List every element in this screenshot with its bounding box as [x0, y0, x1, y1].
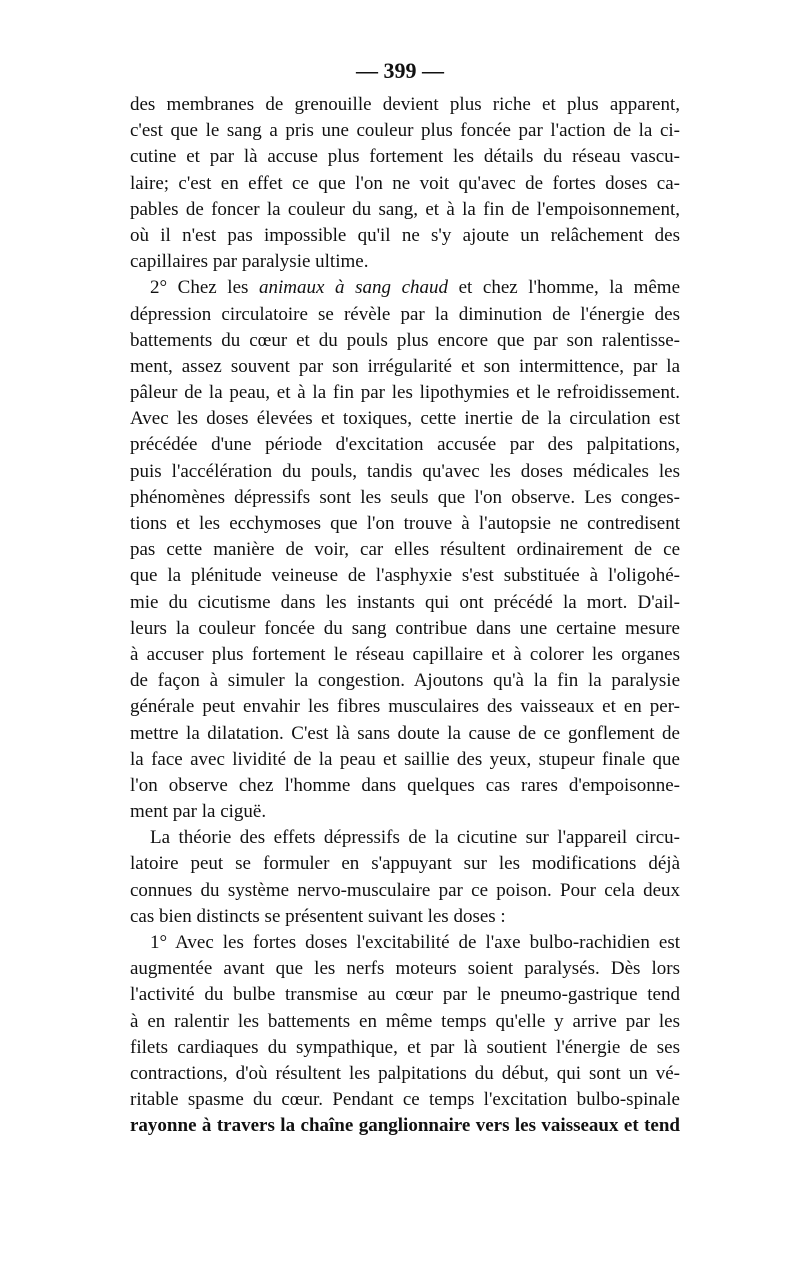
text-line: tions et les ecchymoses que l'on trouve à l'autopsie ne contredisent [130, 513, 680, 534]
text-line: pas cette manière de voir, car elles résultent ordinairement de ce [130, 539, 680, 561]
text-line: c'est que le sang a pris une couleur plus foncée par l'action de la ci- [130, 120, 680, 142]
text-line: cas bien distincts se présentent suivant les doses : [130, 905, 506, 927]
text-line-segment: 2° Chez les [150, 277, 259, 299]
text-line: la face avec lividité de la peau et saillie des yeux, stupeur finale que [130, 748, 680, 770]
text-line: l'activité du bulbe transmise au cœur par le pneumo-gastrique tend [130, 984, 680, 1006]
text-line: rayonne à travers la chaîne ganglionnaire vers les vaisseaux et tend [130, 1115, 680, 1137]
text-line: des membranes de grenouille devient plus riche et plus apparent, [130, 94, 680, 115]
text-line: contractions, d'où résultent les palpitations du début, qui sont un vé- [130, 1062, 680, 1084]
text-line: l'on observe chez l'homme dans quelques cas rares d'empoisonne- [130, 774, 680, 796]
text-line: latoire peut se formuler en s'appuyant sur les modifications déjà [130, 853, 680, 875]
text-line: générale peut envahir les fibres musculaires des vaisseaux et en per- [130, 696, 680, 718]
text-line: mettre la dilatation. C'est là sans doute la cause de ce gonflement de [130, 722, 680, 744]
text-line: laire; c'est en effet ce que l'on ne voit qu'avec de fortes doses ca- [130, 172, 680, 194]
text-line: La théorie des effets dépressifs de la cicutine sur l'appareil circu- [150, 827, 680, 849]
text-line: où il n'est pas impossible qu'il ne s'y ajoute un relâchement des [130, 224, 680, 246]
body-text [130, 92, 680, 1140]
text-line: leurs la couleur foncée du sang contribue dans une certaine mesure [130, 617, 680, 639]
text-line: mie du cicutisme dans les instants qui ont précédé la mort. D'ail- [130, 591, 680, 613]
text-line: pâleur de la peau, et à la fin par les lipothymies et le refroidissement. [130, 382, 680, 404]
text-line: filets cardiaques du sympathique, et par là soutient l'énergie de ses [130, 1036, 680, 1058]
text-line: à en ralentir les battements en même temps qu'elle y arrive par les [130, 1010, 680, 1032]
text-line: battements du cœur et du pouls plus encore que par son ralentisse- [130, 329, 680, 351]
text-line: dépression circulatoire se révèle par la diminution de l'énergie des [130, 303, 680, 325]
text-line-segment: et chez l'homme, la même [448, 277, 681, 299]
text-line: phénomènes dépressifs sont les seuls que l'on observe. Les conges- [130, 486, 680, 508]
text-line: connues du système nervo-musculaire par ce poison. Pour cela deux [130, 879, 680, 901]
text-line: ritable spasme du cœur. Pendant ce temps l'excitation bulbo-spinale [130, 1089, 680, 1111]
text-line: que la plénitude veineuse de l'asphyxie s'est substituée à l'oligohé- [130, 565, 680, 587]
text-line: cutine et par là accuse plus fortement les détails du réseau vascu- [130, 146, 680, 168]
text-line: précédée d'une période d'excitation accusée par des palpitations, [130, 434, 680, 456]
text-line: Avec les doses élevées et toxiques, cette inertie de la circulation est [130, 408, 680, 430]
text-line: 1° Avec les fortes doses l'excitabilité de l'axe bulbo-rachidien est [150, 932, 680, 953]
text-line: augmentée avant que les nerfs moteurs soient paralysés. Dès lors [130, 958, 680, 980]
text-line: pables de foncer la couleur du sang, et à la fin de l'empoisonnement, [130, 198, 680, 220]
text-line: puis l'accélération du pouls, tandis qu'avec les doses médicales les [130, 460, 680, 482]
text-line: capillaires par paralysie ultime. [130, 251, 369, 273]
text-line: à accuser plus fortement le réseau capillaire et à colorer les organes [130, 643, 680, 665]
text-line: ment, assez souvent par son irrégularité et son intermittence, par la [130, 355, 680, 377]
text-line: de façon à simuler la congestion. Ajoutons qu'à la fin la paralysie [130, 670, 680, 692]
italic-phrase: animaux à sang chaud [259, 277, 449, 299]
page-number: — 399 — [356, 58, 444, 83]
text-line [130, 275, 680, 301]
text-line: ment par la ciguë. [130, 801, 267, 823]
